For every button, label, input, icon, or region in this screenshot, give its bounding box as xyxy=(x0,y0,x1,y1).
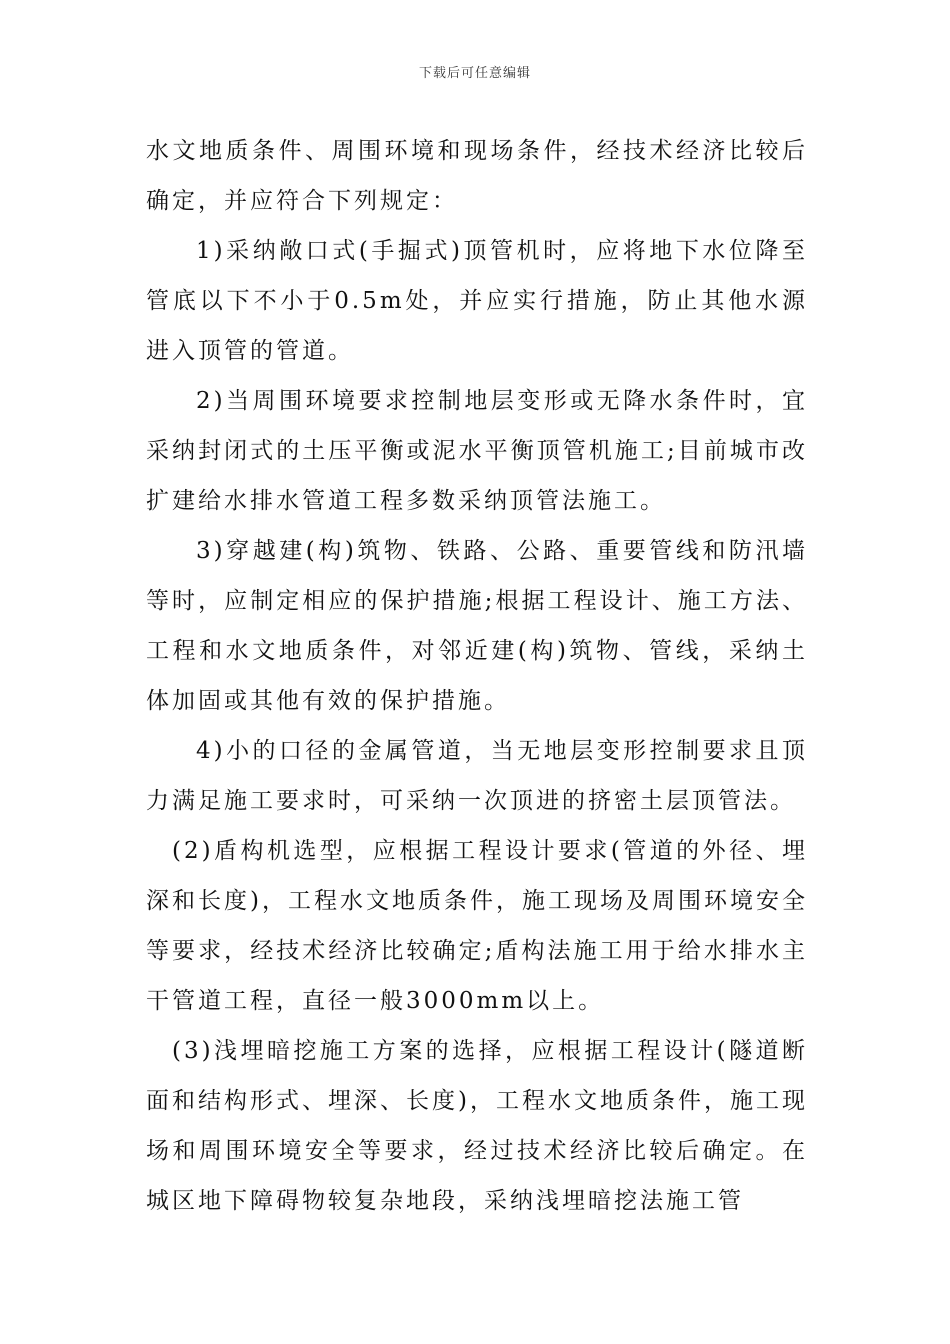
document-body xyxy=(146,126,808,1226)
paragraph-item-2: 2)当周围环境要求控制地层变形或无降水条件时，宜采纳封闭式的土压平衡或泥水平衡顶管机施工;目前城市改扩建给水排水管道工程多数采纳顶管法施工。 xyxy=(146,388,808,514)
paragraph-continuation: 水文地质条件、周围环境和现场条件，经技术经济比较后确定，并应符合下列规定： xyxy=(146,138,808,214)
paragraph-item-1: 1)采纳敞口式(手掘式)顶管机时，应将地下水位降至管底以下不小于0.5m处，并应实行措施，防止其他水源进入顶管的管道。 xyxy=(146,238,808,364)
page-header: 下载后可任意编辑 xyxy=(418,66,531,81)
paragraph-shallow-excavation: (3)浅埋暗挖施工方案的选择，应根据工程设计(隧道断面和结构形式、埋深、长度)，工程水文地质条件，施工现场和周围环境安全等要求，经过技术经济比较后确定。在城区地下障碍物较复杂地段，采纳浅埋暗挖法施工管 xyxy=(146,1038,808,1214)
paragraph-item-3: 3)穿越建(构)筑物、铁路、公路、重要管线和防汛墙等时，应制定相应的保护措施;根据工程设计、施工方法、工程和水文地质条件，对邻近建(构)筑物、管线，采纳土体加固或其他有效的保护措施。 xyxy=(146,538,808,714)
paragraph-shield-selection: (2)盾构机选型，应根据工程设计要求(管道的外径、埋深和长度)，工程水文地质条件，施工现场及周围环境安全等要求，经技术经济比较确定;盾构法施工用于给水排水主干管道工程，直径一般3000mm以上。 xyxy=(146,838,808,1014)
paragraph-item-4: 4)小的口径的金属管道，当无地层变形控制要求且顶力满足施工要求时，可采纳一次顶进的挤密土层顶管法。 xyxy=(146,738,808,814)
